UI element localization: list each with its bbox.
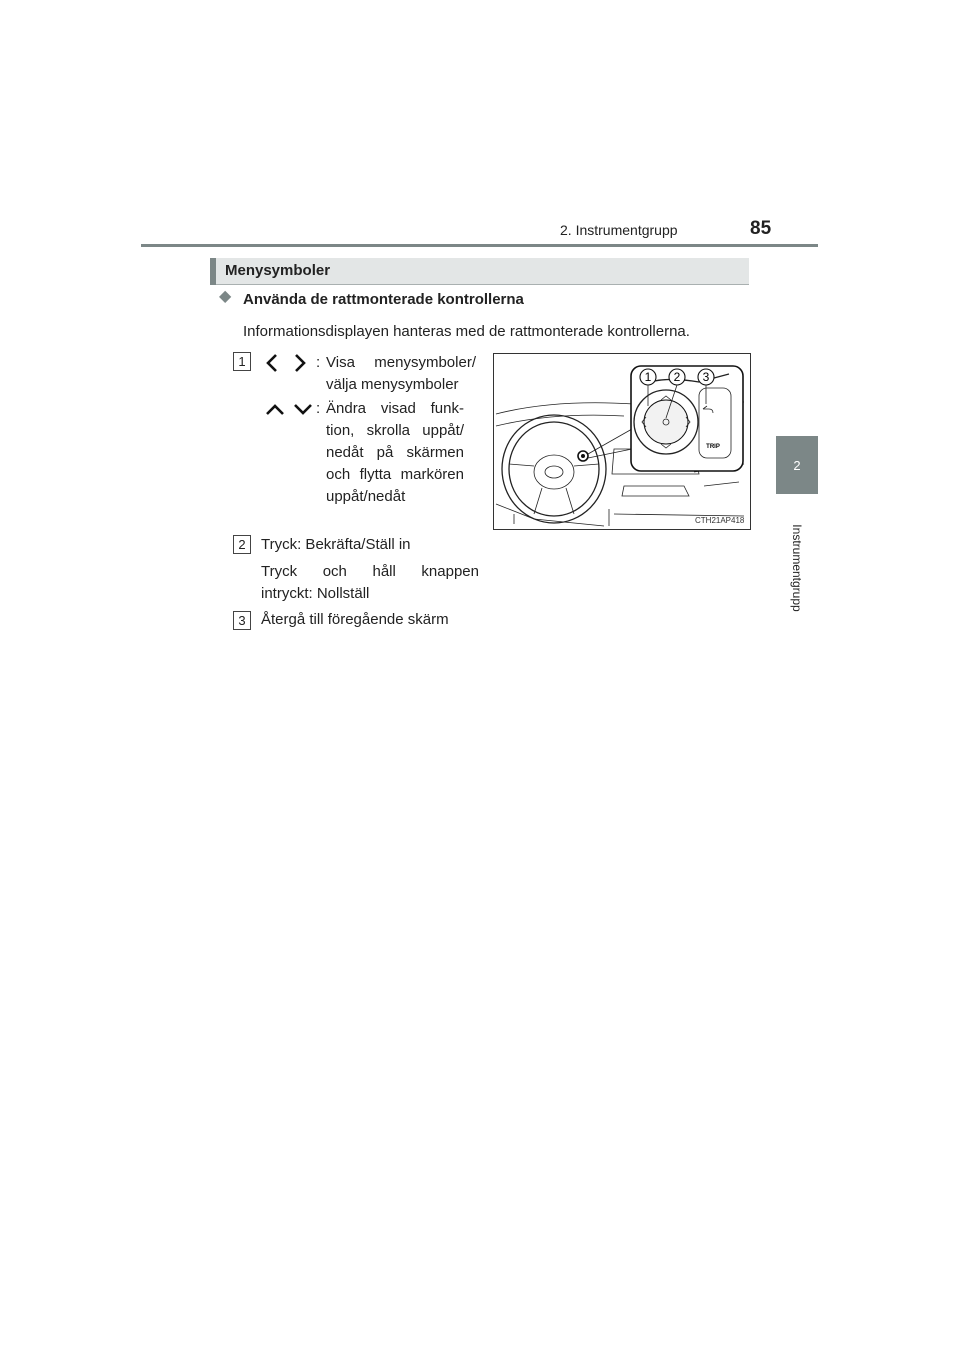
item-1a-line-1: Visa menysymboler/ xyxy=(326,354,476,371)
item-number-1: 1 xyxy=(233,352,251,371)
illustration-code: CTH21AP418 xyxy=(695,516,745,525)
item-1b-line-2: tion, skrolla uppåt/ xyxy=(326,422,464,439)
chevron-up-icon xyxy=(267,406,283,414)
trip-button-label: TRIP xyxy=(706,444,720,450)
item-1b-line-4: och flytta markören xyxy=(326,466,464,483)
callout-1: 1 xyxy=(644,370,652,384)
callout-3: 3 xyxy=(702,370,710,384)
item-2-extra-line-1: Tryck och håll knappen xyxy=(261,563,479,580)
item-number-2: 2 xyxy=(233,535,251,554)
side-tab-number: 2 xyxy=(776,436,818,494)
chevron-right-icon xyxy=(296,355,304,371)
side-tab-label xyxy=(776,498,818,638)
steering-wheel-drawing xyxy=(494,354,750,529)
chevron-left-icon xyxy=(268,355,276,371)
item-1b-line-1: Ändra visad funk- xyxy=(326,400,464,417)
section-title: Menysymboler xyxy=(225,262,331,279)
item-1b-colon: : xyxy=(316,400,321,417)
callout-2: 2 xyxy=(673,370,681,384)
steering-wheel-illustration xyxy=(493,353,751,530)
intro-text: Informationsdisplayen hanteras med de rattmonterade kontrollerna. xyxy=(243,323,690,340)
chapter-title: 2. Instrumentgrupp xyxy=(560,222,678,238)
header-rule xyxy=(141,244,818,247)
side-tab-label-text: Instrumentgrupp xyxy=(790,524,804,612)
up-down-chevron-icons xyxy=(262,398,316,420)
item-1a-colon: : xyxy=(316,354,321,371)
chevron-down-icon xyxy=(295,405,311,413)
item-3-line-1: Återgå till föregående skärm xyxy=(261,611,449,628)
item-1a-line-2: välja menysymboler xyxy=(326,376,459,393)
item-2-line-1: Tryck: Bekräfta/Ställ in xyxy=(261,536,411,553)
item-2-extra-line-2: intryckt: Nollställ xyxy=(261,585,370,602)
item-number-3: 3 xyxy=(233,611,251,630)
subsection-heading: Använda de rattmonterade kontrollerna xyxy=(243,291,524,308)
item-1b-line-5: uppåt/nedåt xyxy=(326,488,406,505)
page-number: 85 xyxy=(750,218,772,239)
item-1b-line-3: nedåt på skärmen xyxy=(326,444,464,461)
section-bar-accent xyxy=(210,258,216,285)
diamond-bullet-icon: ◆ xyxy=(219,288,232,305)
left-right-chevron-icons xyxy=(262,352,312,374)
